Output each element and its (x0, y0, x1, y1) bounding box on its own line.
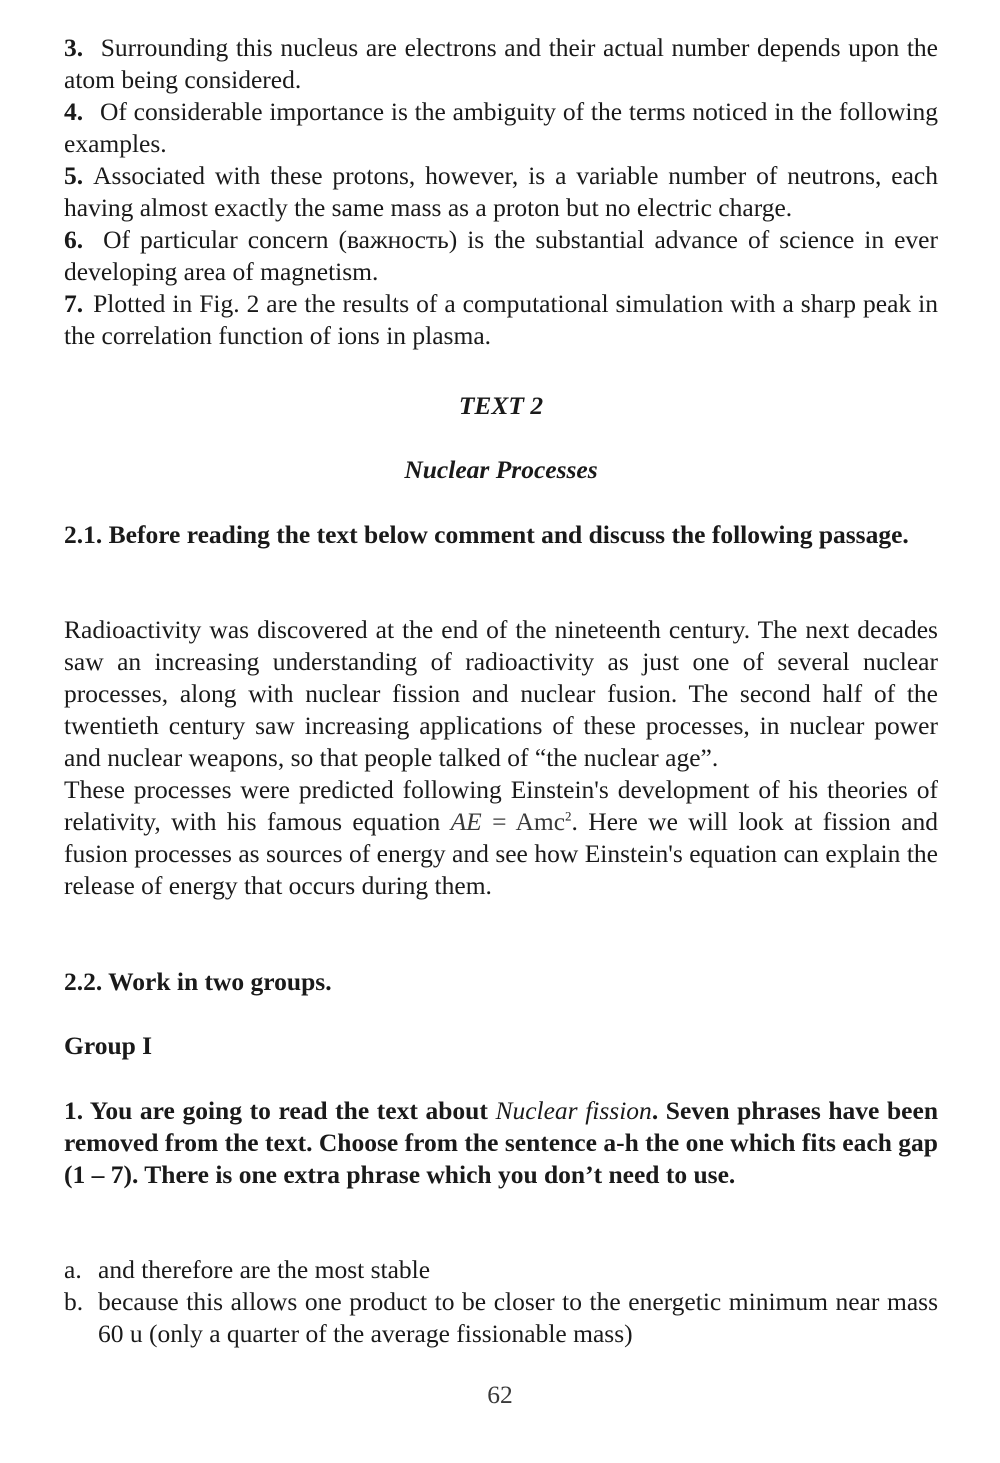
item-text: Of particular concern (важность) is the substantial advance of science in ever developing area of magnetism. (64, 225, 938, 286)
equation-lhs: AE (450, 807, 482, 836)
numbered-item-5 (64, 160, 938, 224)
option-letter: b. (64, 1287, 84, 1316)
option-letter: a. (64, 1255, 82, 1284)
numbered-item-6 (64, 224, 938, 288)
item-number: 4. (64, 97, 84, 126)
task-2-2-heading: 2.2. Work in two groups. (64, 967, 332, 996)
task-topic: Nuclear fission (495, 1096, 652, 1125)
numbered-item-7 (64, 288, 938, 352)
options-list (64, 1254, 938, 1350)
option-a (64, 1254, 938, 1286)
item-number: 3. (64, 33, 84, 62)
item-number: 6. (64, 225, 84, 254)
item-text: Associated with these protons, however, is a variable number of neutrons, each having almost exactly the same mass as a proton but no electric charge. (64, 161, 938, 222)
item-number: 7. (64, 289, 84, 318)
numbered-item-4 (64, 96, 938, 160)
equation-rhs: = Amc (481, 807, 566, 836)
item-text: Plotted in Fig. 2 are the results of a computational simulation with a sharp peak in the correlation function of ions in plasma. (64, 289, 938, 350)
passage-text: . Here we will look at fission and fusion processes as sources of energy and see how Einstein's equation can explain the release of energy that occurs during them. (64, 807, 938, 900)
task-1-instructions (64, 1095, 938, 1191)
task-text: 1. You are going to read the text about (64, 1096, 496, 1125)
option-text: and therefore are the most stable (98, 1255, 431, 1284)
passage-paragraph-2 (64, 774, 938, 902)
numbered-list (64, 32, 938, 352)
task-text: . Seven phrases have been removed from the text. Choose from the sentence a-h the one which fits each gap (1 – 7). There is one extra phrase which you don’t need to use. (64, 1096, 938, 1189)
text-heading: TEXT 2 (458, 391, 544, 420)
group-label: Group I (64, 1031, 153, 1060)
item-text: Of considerable importance is the ambiguity of the terms noticed in the following examples. (64, 97, 939, 158)
equation-exponent: 2 (565, 808, 572, 824)
option-b (64, 1286, 938, 1350)
text-subtitle: Nuclear Processes (404, 455, 598, 484)
passage-paragraph-1: Radioactivity was discovered at the end of the nineteenth century. The next decades saw an increasing understanding of radioactivity as just one of several nuclear processes, along with nuclear fission and nuclear fusion. The second half of the twentieth century saw increasing applications of these processes, in nuclear power and nuclear weapons, so that people talked of “the nuclear age”. (64, 615, 938, 772)
item-number: 5. (64, 161, 84, 190)
item-text: Surrounding this nucleus are electrons and their actual number depends upon the atom being considered. (64, 33, 939, 94)
page-number: 62 (487, 1380, 513, 1409)
passage (64, 614, 938, 902)
passage-text: These processes were predicted following Einstein's development of his theories of relativity, with his famous equation (64, 775, 938, 836)
numbered-item-3 (64, 32, 938, 96)
option-text: because this allows one product to be closer to the energetic minimum near mass 60 u (only a quarter of the average fissionable mass) (98, 1287, 938, 1348)
task-2-1-heading: 2.1. Before reading the text below comment and discuss the following passage. (64, 520, 909, 549)
